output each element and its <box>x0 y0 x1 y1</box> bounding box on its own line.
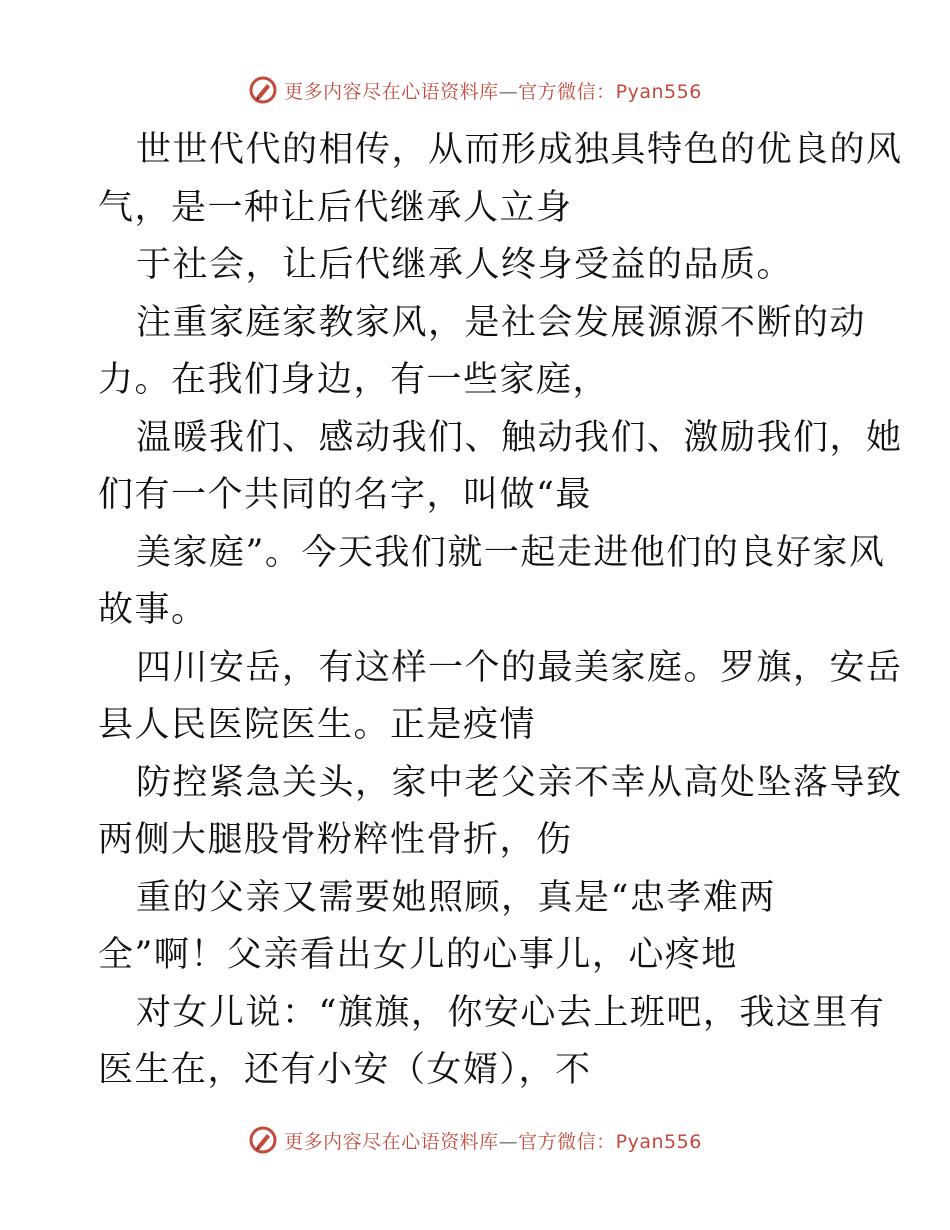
banner-title: 更多内容尽在心语资料库 <box>284 1130 499 1153</box>
pen-logo-icon <box>248 1125 278 1155</box>
text-line: 注重家庭家教家风，是社会发展源源不断的动 <box>136 302 867 343</box>
banner-text <box>284 77 702 104</box>
text-line: 重的父亲又需要她照顾，真是“忠孝难两 <box>136 877 776 918</box>
text-line: 两侧大腿股骨粉粹性骨折，伤 <box>98 820 573 860</box>
text-line: 县人民医院医生。正是疫情 <box>98 705 537 745</box>
text-line: 美家庭”。今天我们就一起走进他们的良好家风 <box>136 532 886 573</box>
text-line: 医生在，还有小安（女婿），不 <box>98 1050 592 1090</box>
text-line: 力。在我们身边，有一些家庭， <box>98 360 610 400</box>
text-line: 温暖我们、感动我们、触动我们、激励我们，她 <box>136 417 903 458</box>
text-line: 对女儿说：“旗旗，你安心去上班吧，我这里有 <box>136 992 886 1033</box>
text-line: 气，是一种让后代继承人立身 <box>98 187 573 228</box>
banner-contact: 官方微信：Pyan556 <box>518 1130 702 1153</box>
text-line: 世世代代的相传，从而形成独具特色的优良的风 <box>136 130 903 170</box>
text-line: 们有一个共同的名字，叫做“最 <box>98 475 592 515</box>
banner-contact: 官方微信：Pyan556 <box>518 80 702 103</box>
text-line: 于社会，让后代继承人终身受益的品质。 <box>136 245 794 285</box>
document-body <box>98 122 903 1100</box>
footer-banner <box>0 1120 950 1160</box>
banner-text <box>284 1127 702 1154</box>
text-line: 全”啊！父亲看出女儿的心事儿，心疼地 <box>98 935 738 975</box>
text-line: 四川安岳，有这样一个的最美家庭。罗旗，安岳 <box>136 647 903 688</box>
banner-separator: — <box>498 80 519 103</box>
banner-separator: — <box>498 1130 519 1153</box>
text-line: 防控紧急关头，家中老父亲不幸从高处坠落导致 <box>136 762 903 803</box>
header-banner <box>0 70 950 110</box>
text-line: 故事。 <box>98 590 208 630</box>
pen-logo-icon <box>248 75 278 105</box>
banner-title: 更多内容尽在心语资料库 <box>284 80 499 103</box>
